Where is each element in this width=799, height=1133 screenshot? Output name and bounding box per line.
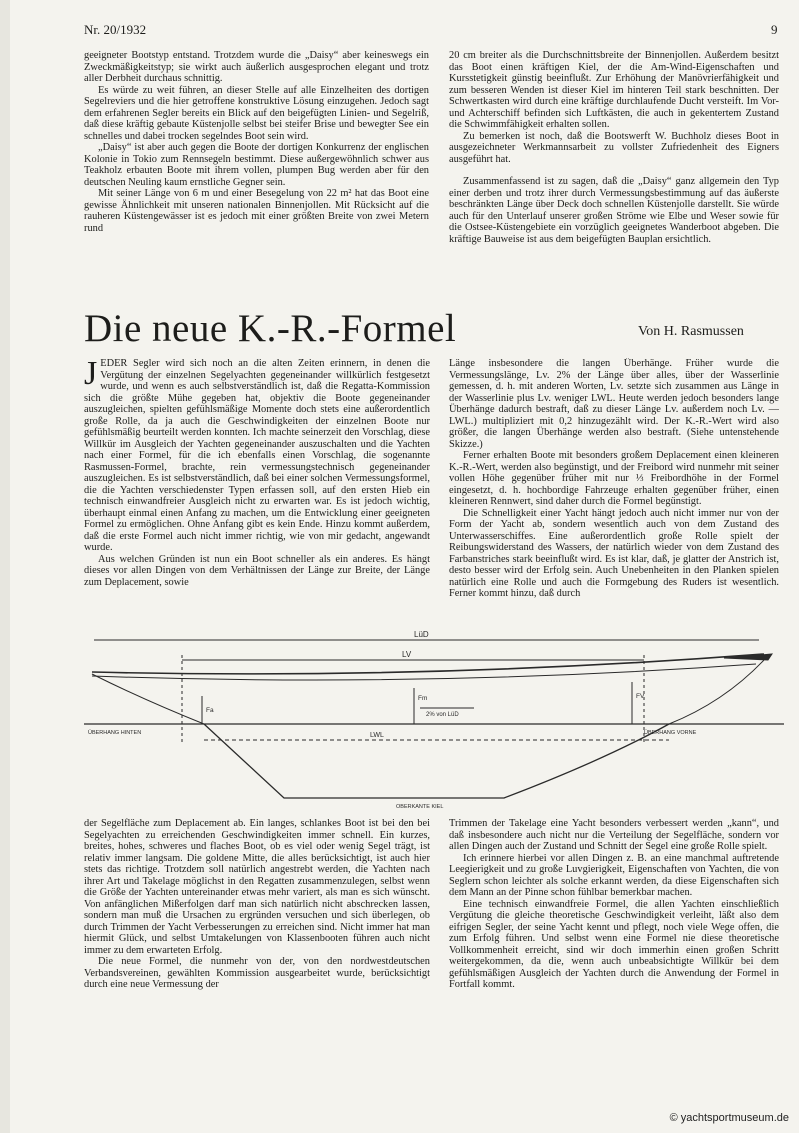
label-keel: OBERKANTE KIEL xyxy=(396,804,444,810)
paragraph: Eine technisch einwandfreie Formel, die allen Yachten einschließlich Vergütung die gleiche theoretische Geschwindigkeit verleiht, läßt also dem eifrigen Segler, der seine Yacht kennt und pflegt, noch viele Wege offen, die zum Erfolg führen. Und selbst wenn eine Formel nie diese theoretische Vollkommenheit erreicht, sind wir doch immerhin einen großen Schritt weitergekommen, da die, wenn auch unbeabsichtigte Willkür bei dem gefühlsmäßigen Ausgleich der Yachten durch die Anwendung der Formel in Fortfall kommt. xyxy=(449,898,779,990)
label-fwd-overhang: ÜBERHANG VORNE xyxy=(644,730,697,736)
paragraph: Ich erinnere hierbei vor allen Dingen z. B. an eine manchmal auftretende Leegierigkeit und zu große Luvgierigkeit, Eigenschaften von Yachten, die von Seglern schon leichter als solche erkannt werden, da diese Eigenschaften sich dem Mann an der Pinne schon fühlbar bemerkbar machen. xyxy=(449,852,779,898)
article-author: Von H. Rasmussen xyxy=(638,324,744,339)
paragraph: Aus welchen Gründen ist nun ein Boot schneller als ein anderes. Es hängt dieses vor allen Dingen von dem Verhältnissen der Länge zur Breite, der Länge zum Deplacement, sowie xyxy=(84,553,430,588)
paragraph: geeigneter Bootstyp entstand. Trotzdem wurde die „Daisy“ aber keineswegs ein Zweckmäßigkeitstyp; sie wirkt auch äußerlich ausgesprochen elegant und trotz aller Derbheit durchaus schnittig. xyxy=(84,50,429,84)
article-bottom-left-column xyxy=(84,818,430,1028)
paragraph: „Daisy“ ist aber auch gegen die Boote der dortigen Konkurrenz der englischen Kolonie in Tokio zum Rennsegeln bestimmt. Diese außergewöhnlich schwer aus Teakholz erbauten Boote mit ihrem vollen, plumpen Bug werden aber für den deutschen Neuling kaum ernstliche Gegner sein. xyxy=(84,142,429,188)
underwater-hull xyxy=(204,724,669,798)
page-number: 9 xyxy=(771,22,778,37)
stern-overhang xyxy=(92,674,204,724)
daisy-article-right-column xyxy=(449,50,779,306)
issue-number: Nr. 20/1932 xyxy=(84,22,147,37)
paragraph: Es würde zu weit führen, an dieser Stelle auf alle Einzelheiten des dortigen Segelreviers und die hier getroffene konstruktive Lösung einzugehen. Jedoch sagt dem erfahrenen Segler bereits ein Blick auf den beigefügten Linien- und Segelriß, daß diese kräftig gebaute Küstenjolle selbst bei steifer Brise und bewegter See ein schnelles und dabei trocken segelndes Boot sein wird. xyxy=(84,84,429,142)
sheer-line xyxy=(92,654,764,674)
label-fm: Fm xyxy=(418,695,428,702)
paragraph: Zu bemerken ist noch, daß die Bootswerft W. Buchholz dieses Boot in ausgezeichneter Werkmannsarbeit zu vollster Zufriedenheit des Eigners ausgeführt hat. xyxy=(449,130,779,165)
label-fv: FV xyxy=(636,693,645,700)
paragraph: Trimmen der Takelage eine Yacht besonders verbessert werden „kann“, und daß insbesondere auch nicht nur die Verteilung der Segelfläche, sondern vor allen Dingen auch der Zustand und Schnitt der Segel eine große Rolle spielt. xyxy=(449,818,779,852)
label-lud: LüD xyxy=(414,630,429,639)
daisy-article-left-column xyxy=(84,50,429,290)
paragraph: Ferner erhalten Boote mit besonders großem Deplacement einen kleineren K.-R.-Wert, werden also begünstigt, und der Freibord wird nunmehr mit seiner vollen Höhe gegenüber früher mit nur ⅓ Freibordhöhe in der Formel eingesetzt, d. h. hochbordige Fahrzeuge erhalten gegenüber früher, einen kleineren Rennwert, sind daher durch die Formel begünstigt. xyxy=(449,450,779,507)
article-bottom-right-column xyxy=(449,818,779,1028)
drop-cap: J xyxy=(84,358,98,392)
scan-edge xyxy=(0,0,10,1133)
hull-measurement-diagram xyxy=(84,630,784,815)
watermark: © yachtsportmuseum.de xyxy=(669,1112,789,1124)
label-fa: Fa xyxy=(206,707,214,714)
label-pct: 2% von LüD xyxy=(426,712,459,718)
paragraph: 20 cm breiter als die Durchschnittsbreite der Binnenjollen. Außerdem besitzt das Boot einen kräftigen Kiel, der die Am-Wind-Eigenschaften und Kursstetigkeit günstig beeinflußt. Zur Erhöhung der Manövrierfähigkeit und zum besseren Wenden ist dieser Kiel im hinteren Teil stark beschnitten. Der Schwertkasten wird durch eine kräftige durchlaufende Ducht versteift. Im Vor- und Achterschiff befinden sich Luftkästen, die auch in gekentertem Zustand die Schwimmfähigkeit erhalten sollen. xyxy=(449,50,779,130)
paragraph: Länge insbesondere die langen Überhänge. Früher wurde die Vermessungslänge, Lv. 2% der Länge über alles, über der Wasserlinie gemessen, d. h. mit anderen Worten, Lv. setzte sich zusammen aus Länge in der Wasserlinie plus Lv. weniger LWL. Heute werden jedoch besonders lange Überhänge dadurch bestraft, daß zu dieser Länge Lv. außerdem noch Lv. — LWL.) multipliziert mit 0,2 hinzugezählt wird. Der K.-R.-Wert wird also größer, die langen Überhänge werden also bestraft. (Siehe untenstehende Skizze.) xyxy=(449,358,779,450)
paragraph: Die Schnelligkeit einer Yacht hängt jedoch auch nicht immer nur von der Form der Yacht ab, sondern wesentlich auch von dem Zustand des Unterwasserschiffes. Eine außerordentlich große Rolle spielt der Reibungswiderstand des Wassers, der natürlich wieder von dem Zustand des Farbanstriches stark beeinflußt wird. Es ist klar, daß, je glatter der Anstrich ist, desto besser wird der Erfolg sein. Auch Unebenheiten in den Planken spielen natürlich eine Rolle und auch die Formgebung des Ruders ist wesentlich. Ferner kommt hinzu, daß durch xyxy=(449,507,779,599)
paragraph: der Segelfläche zum Deplacement ab. Ein langes, schlankes Boot ist bei den bei Segelyachten zu erreichenden Geschwindigkeiten immer schnell. Ein kurzes, breites, hohes, schweres und flaches Boot, ob es viel oder wenig Segel trägt, ist relativ immer langsam. Die goldene Mitte, die alles berücksichtigt, ist auch hier stets das richtige. Trotzdem soll natürlich angestrebt werden, die Yachten nach ihrer Art und Takelage möglichst in den Regatten zusammenzulegen, selbst wenn die Größe der Yachten untereinander etwas mehr variert, als man es sich wünscht. Von anfänglichen Mißerfolgen darf man sich natürlich nicht abschrecken lassen, sondern man muß die Ursachen zu ergründen versuchen und sich überlegen, ob durch Trimmen der Yacht Verbesserungen zu erreichen sind. Nicht immer hat man hiermit Glück, und selbst Umtakelungen von Klassenbooten führen auch nicht immer zu dem erwarteten Erfolg. xyxy=(84,818,430,956)
paragraph-text: EDER Segler wird sich noch an die alten Zeiten erinnern, in denen die Vergütung der einzelnen Segelyachten gegeneinander willkürlich festgesetzt wurde, und wenn es auch selbstverständlich ist, daß die Regatta-Kommission sich die größte Mühe gegeben hat, objektiv die Boote gegeneinander auszugleichen, spielten gefühlsmäßige Momente doch stets eine außerordentlich große Rolle, da ja auch die Geschwindigkeiten der einzelnen Boote nur gefühlsmäßig beurteilt werden konnten. Ich machte seinerzeit den Vorschlag, diese Willkür im Ausgleich der Yachten gegeneinander auszuschalten und die Yachten nach einer Formel, für die ich ebenfalls einen Vorschlag, die sogenannte Rasmussen-Formel, brachte, rein vermessungstechnisch gegeneinander auszugleichen. Es ist selbstverständlich, daß bei einer solchen Vermessungsformel, die die Yachten verschiedenster Typen erfassen soll, auf den ersten Hieb ein technisch einwandfreier Ausgleich nicht zu erwarten war. Es ist jedoch wichtig, überhaupt einmal einen Anfang zu machen, um die Entwicklung einer geeigneten Formel zu ermöglichen. Ohne Anfang gibt es kein Ende. Hinzu kommt außerdem, daß die erste Formel auch nicht immer richtig, wie von mir gedacht, angewandt wurde. xyxy=(84,358,430,553)
article-title: Die neue K.-R.-Formel xyxy=(84,307,457,350)
label-lv: LV xyxy=(402,650,412,659)
paragraph: Zusammenfassend ist zu sagen, daß die „Daisy“ ganz allgemein den Typ einer derben und trotz ihrer durch Vermessungsbestimmung auf das äußerste beschränkten Länge über Deck doch schnellen Küstenjolle darstellt. Sie würde auch für den Unterlauf unserer großen Ströme wie Elbe und Weser sowie für die Ostsee-Küstengebiete ein vorzüglich geeignetes Wanderboot abgeben. Die kräftige Bauweise ist aus dem beigefügten Bauplan ersichtlich. xyxy=(449,176,779,245)
article-right-column xyxy=(449,358,779,624)
article-left-column xyxy=(84,358,430,624)
label-lwl: LWL xyxy=(370,732,384,739)
bow-overhang xyxy=(669,660,764,724)
label-aft-overhang: ÜBERHANG HINTEN xyxy=(88,730,142,736)
paragraph xyxy=(84,358,430,554)
paragraph: Mit seiner Länge von 6 m und einer Besegelung von 22 m² hat das Boot eine gewisse Ähnlichkeit mit unseren nationalen Binnenjollen. Mit Rücksicht auf die rauheren Küstengewässer ist es jedoch mit einer größten Breite von zwei Metern rund xyxy=(84,188,429,234)
paragraph: Die neue Formel, die nunmehr von der, von den nordwestdeutschen Verbandsvereinen, gewählten Kommission ausgearbeitet wurde, berücksichtigt durch eine neue Vermessung der xyxy=(84,956,430,990)
